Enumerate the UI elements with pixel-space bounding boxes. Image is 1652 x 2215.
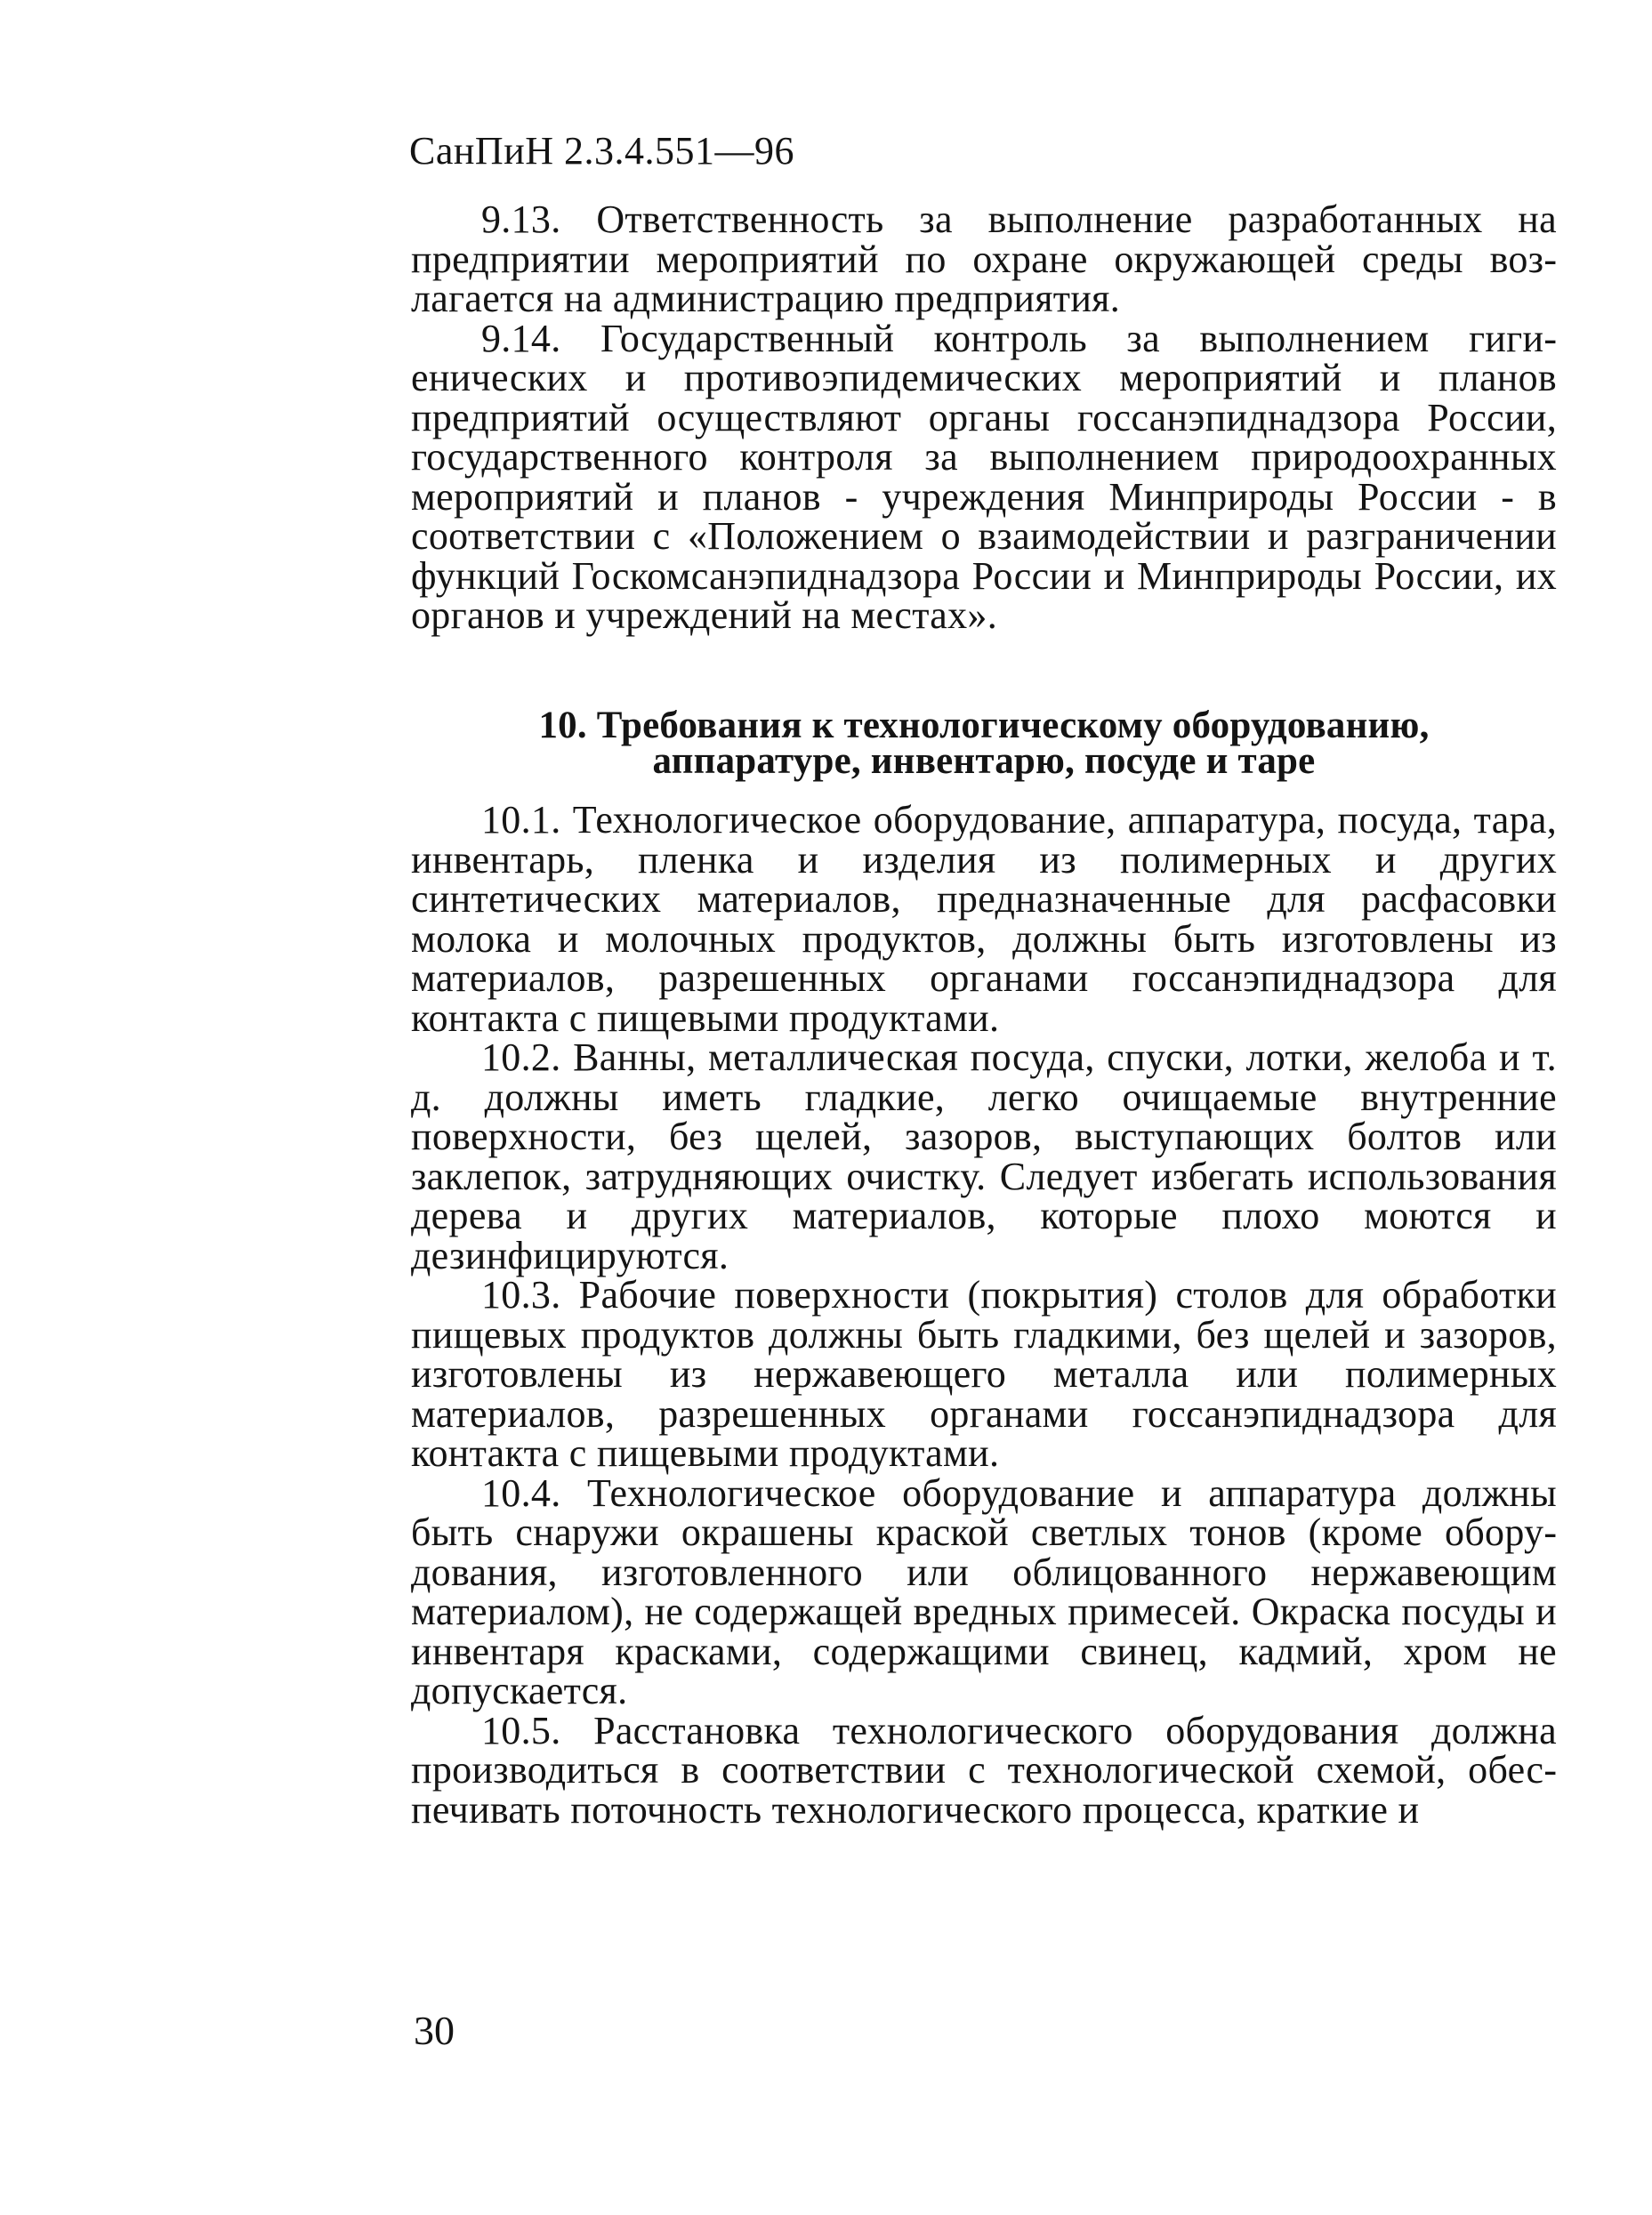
paragraph-10-4: 10.4. Технологическое оборудование и аппаратура должны быть снаружи окрашены краской светлых тонов (кроме оборудования, изготовленного или облицованного нержавеющим материалом), не содержащей вредных примесей. Окраска посуды и инвентаря красками, содержащими свинец, кадмий, хром не допускается. [411,1470,1557,1712]
section-10-heading [411,705,1557,782]
text-block-section-10 [411,798,1557,1832]
paragraph-9-13: 9.13. Ответственность за выполнение разработанных на предприятии мероприятий по охране окружающей среды возлагается на администрацию предприятия. [411,197,1557,320]
paragraph-10-3: 10.3. Рабочие поверхности (покрытия) столов для обработки пищевых продуктов должны быть гладкими, без щелей и зазоров, изготовлены из нержавеющего металла или полимерных материалов, разрешенных органами госсанэпиднадзора для контакта с пищевыми продуктами. [411,1273,1557,1475]
paragraph-9-14: 9.14. Государственный контроль за выполнением гигиенических и противоэпидемических мероприятий и планов предприятий осуществляют органы госсанэпиднадзора России, государственного контроля за выполнением природоохранных мероприятий и планов - учреждения Минприроды России - в соответствии с «Положением о взаимодействии и разграничении функций Госкомсанэпиднадзора России и Минприроды России, их органов и учреждений на местах». [411,316,1557,637]
paragraph-10-2: 10.2. Ванны, металлическая посуда, спуски, лотки, желоба и т. д. должны иметь гладкие, легко очищаемые внутренние поверхности, без щелей, зазоров, выступающих болтов или заклепок, затрудняющих очистку. Следует избегать использования дерева и других материалов, которые плохо моются и дезинфицируются. [411,1035,1557,1277]
paragraph-10-1: 10.1. Технологическое оборудование, аппаратура, посуда, тара, инвентарь, пленка и изделия из полимерных и других синтетических материалов, предназначенные для расфасовки молока и молочных продуктов, должны быть изготовлены из материалов, разрешенных органами госсанэпиднадзора для контакта с пищевыми продуктами. [411,798,1557,1040]
running-head: СанПиН 2.3.4.551—96 [409,129,795,173]
paragraph-10-5: 10.5. Расстановка технологического оборудования должна производиться в соответствии с технологической схемой, обеспечивать поточность технологического процесса, краткие и [411,1708,1557,1832]
section-10-heading-line-2: аппаратуре, инвентарю, посуде и таре [652,740,1316,782]
text-block-section-9 [411,197,1557,637]
page-number: 30 [414,2008,455,2053]
section-10-heading-line-1: 10. Требования к технологическому оборудованию, [538,705,1430,746]
